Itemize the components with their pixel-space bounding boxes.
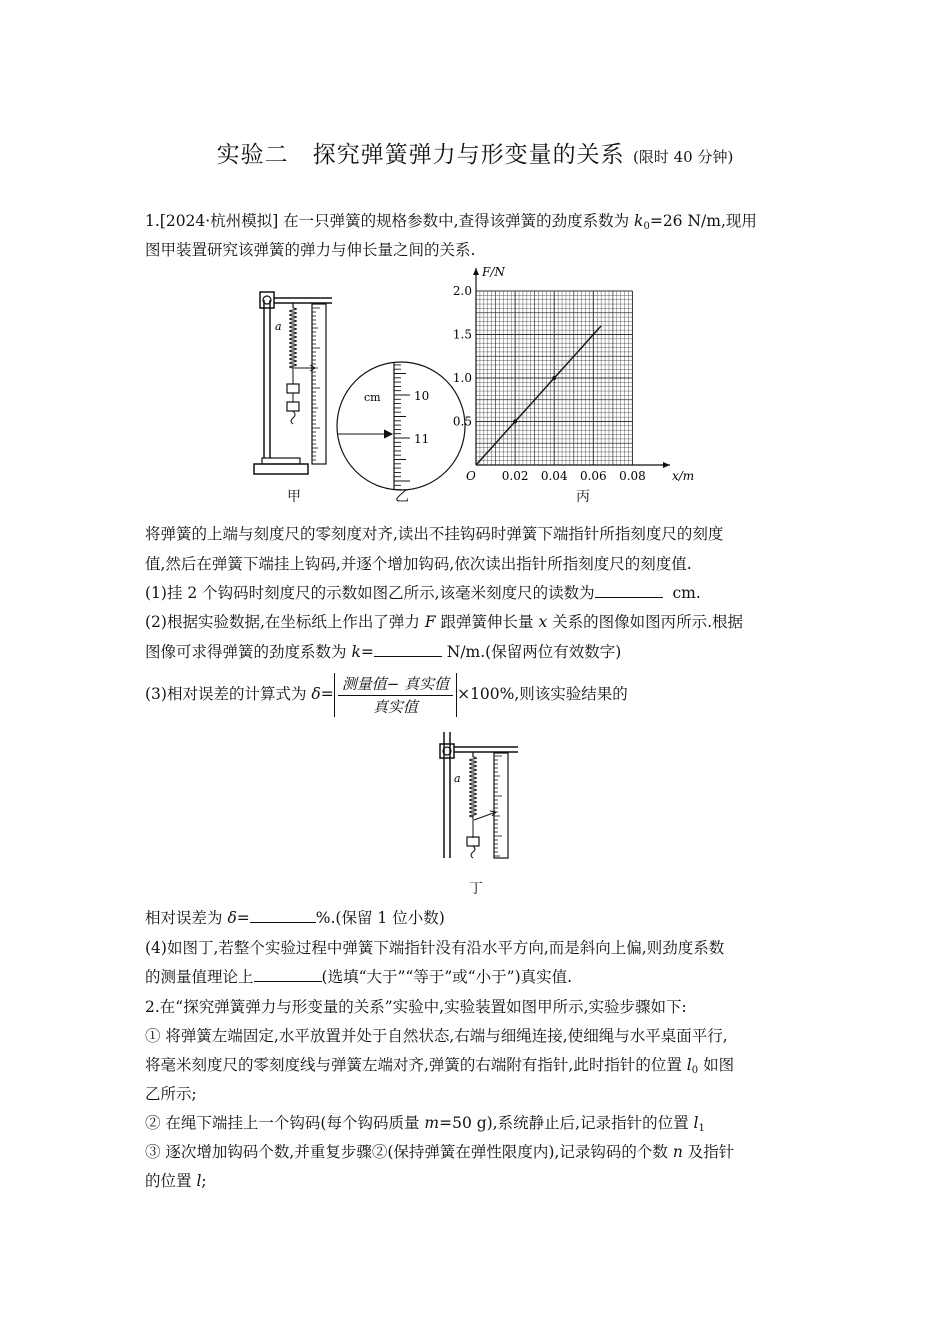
figure-ding-apparatus xyxy=(430,720,520,860)
error-fraction: $\frac{\text{测量值− 真实值}}{\text{真实值}}$ xyxy=(338,674,453,717)
q2-line1: 2.在“探究弹簧弹力与形变量的关系”实验中,实验装置如图甲所示,实验步骤如下: xyxy=(145,998,687,1016)
q1-part2-line2: 图像可求得弹簧的劲度系数为 k= N/m.(保留两位有效数字) xyxy=(145,643,622,661)
figure-label-yi: 乙 xyxy=(395,489,409,505)
q1-part4-line1: (4)如图丁,若整个实验过程中弹簧下端指针没有沿水平方向,而是斜向上偏,则劲度系数 xyxy=(145,939,725,957)
figure-bing-chart xyxy=(440,262,710,490)
title-main: 实验二 探究弹簧弹力与形变量的关系 xyxy=(216,142,625,168)
q1-line1: 1.[2024·杭州模拟] 在一只弹簧的规格参数中,查得该弹簧的劲度系数为 $k_0=26$ N/m,现用 xyxy=(145,212,757,232)
chart-y-tick-label: 1.5 xyxy=(452,327,472,342)
chart-data-point xyxy=(513,420,517,424)
answer-blank-4[interactable] xyxy=(254,967,322,982)
q2-step2: ② 在绳下端挂上一个钩码(每个钩码质量 m=50 g),系统静止后,记录指针的位置 $l_1$ xyxy=(145,1114,705,1134)
figure-label-jia: 甲 xyxy=(287,489,301,505)
q1-part3-formula: (3)相对误差的计算式为 δ= $\frac{\text{测量值− 真实值}}{\text{真实值}}$ ×100%,则该实验结果的 xyxy=(145,672,628,716)
ruler-unit-cm: cm xyxy=(364,391,381,404)
answer-blank-2[interactable] xyxy=(374,642,442,657)
answer-blank-3[interactable] xyxy=(250,908,316,923)
q1-intro2: 值,然后在弹簧下端挂上钩码,并逐个增加钩码,依次读出指针所指刻度尺的刻度值. xyxy=(145,555,692,573)
q1-part3-line2: 相对误差为 δ= %.(保留 1 位小数) xyxy=(145,909,445,927)
q2-step1-line2: 将毫米刻度尺的零刻度线与弹簧左端对齐,弹簧的右端附有指针,此时指针的位置 $l_0$ 如图 xyxy=(145,1056,735,1076)
chart-y-tick-label: 2.0 xyxy=(452,284,472,298)
answer-blank-1[interactable] xyxy=(595,583,663,598)
chart-x-tick-label: 0.04 xyxy=(540,469,568,483)
spring-label-a-ding: a xyxy=(454,772,461,785)
chart-x-arrow xyxy=(663,462,670,468)
chart-origin-label: O xyxy=(466,469,476,483)
page-title xyxy=(0,136,950,169)
q1-part4-line2: 的测量值理论上 (选填“大于”“等于”或“小于”)真实值. xyxy=(145,968,573,986)
ruler-tick-10: 10 xyxy=(414,389,430,403)
abs-value-bars xyxy=(334,673,457,718)
q1-line2: 图甲装置研究该弹簧的弹力与伸长量之间的关系. xyxy=(145,241,476,259)
q1-part1: (1)挂 2 个钩码时刻度尺的示数如图乙所示,该毫米刻度尺的读数为 cm. xyxy=(145,584,701,602)
q1-intro1: 将弹簧的上端与刻度尺的零刻度对齐,读出不挂钩码时弹簧下端指针所指刻度尺的刻度 xyxy=(145,525,724,543)
chart-y-tick-label: 1.0 xyxy=(452,371,472,385)
spring-label-a: a xyxy=(275,320,282,333)
figure-jia-apparatus xyxy=(248,288,338,480)
chart-y-tick-label: 0.5 xyxy=(452,414,472,429)
q2-step1-line3: 乙所示; xyxy=(145,1085,197,1103)
q1-part2-line1: (2)根据实验数据,在坐标纸上作出了弹力 F 跟弹簧伸长量 x 关系的图像如图丙所示.根据 xyxy=(145,613,744,631)
figure-label-bing: 丙 xyxy=(576,489,590,505)
chart-x-axis-label: x/m xyxy=(672,469,695,483)
chart-x-tick-label: 0.08 xyxy=(619,469,646,483)
figure-label-ding: 丁 xyxy=(469,881,483,897)
chart-x-tick-label: 0.02 xyxy=(501,469,529,483)
chart-data-point xyxy=(552,376,556,380)
chart-y-arrow xyxy=(473,268,479,275)
chart-x-tick-label: 0.06 xyxy=(579,469,607,483)
q2-step1-line1: ① 将弹簧左端固定,水平放置并处于自然状态,右端与细绳连接,使细绳与水平桌面平行, xyxy=(145,1027,728,1045)
q2-step3-line1: ③ 逐次增加钩码个数,并重复步骤②(保持弹簧在弹性限度内),记录钩码的个数 n 及指针 xyxy=(145,1143,735,1161)
ruler-tick-11: 11 xyxy=(414,432,430,446)
title-time-limit: (限时 40 分钟) xyxy=(632,148,734,166)
chart-y-axis-label: F/N xyxy=(482,265,505,279)
q2-step3-line2: 的位置 l; xyxy=(145,1172,207,1190)
